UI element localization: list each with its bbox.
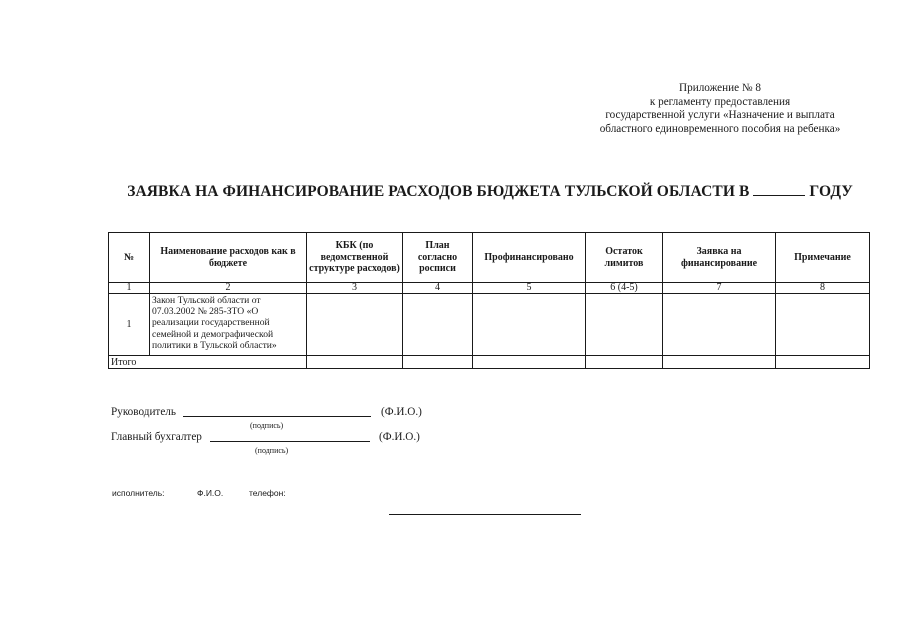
year-blank-line [753, 183, 805, 196]
title-text: ЗАЯВКА НА ФИНАНСИРОВАНИЕ РАСХОДОВ БЮДЖЕТА ТУЛЬСКОЙ ОБЛАСТИ В [127, 183, 750, 200]
row-note-cell [776, 294, 870, 356]
accountant-signature-line [210, 441, 370, 442]
total-remaining-cell [586, 356, 663, 369]
column-number: 5 [473, 283, 586, 294]
row-financed-cell [473, 294, 586, 356]
header-plan: План согласно росписи [403, 233, 473, 283]
column-number: 4 [403, 283, 473, 294]
total-note-cell [776, 356, 870, 369]
total-financed-cell [473, 356, 586, 369]
column-number-row [109, 283, 870, 294]
column-number: 8 [776, 283, 870, 294]
executor-label: исполнитель: [112, 488, 165, 498]
header-financed: Профинансировано [473, 233, 586, 283]
table-header-row [109, 233, 870, 283]
column-number: 7 [663, 283, 776, 294]
head-label: Руководитель [111, 406, 176, 418]
header-number: № [109, 233, 150, 283]
executor-fio-label: Ф.И.О. [197, 488, 224, 498]
accountant-label: Главный бухгалтер [111, 431, 202, 443]
header-remaining: Остаток лимитов [586, 233, 663, 283]
header-kbk: КБК (по ведомственной структуре расходов) [307, 233, 403, 283]
column-number: 6 (4-5) [586, 283, 663, 294]
total-label: Итого [109, 356, 307, 369]
financing-table [108, 232, 870, 369]
row-number: 1 [109, 294, 150, 356]
header-request: Заявка на финансирование [663, 233, 776, 283]
executor-phone-label: телефон: [249, 488, 286, 498]
appendix-line-3: государственной услуги «Назначение и выплата [605, 109, 835, 121]
accountant-signature-hint: (подпись) [255, 446, 289, 455]
row-remaining-cell [586, 294, 663, 356]
head-signature-hint: (подпись) [250, 421, 284, 430]
total-kbk-cell [307, 356, 403, 369]
table-row [109, 294, 870, 356]
total-request-cell [663, 356, 776, 369]
total-row [109, 356, 870, 369]
head-signature-line [183, 416, 371, 417]
title-year-word: ГОДУ [809, 183, 853, 200]
column-number: 2 [150, 283, 307, 294]
bottom-signature-line [389, 514, 581, 515]
document-title [0, 183, 899, 201]
appendix-line-4: областного единовременного пособия на ребенка» [599, 122, 841, 135]
row-kbk-cell [307, 294, 403, 356]
head-fio: (Ф.И.О.) [381, 406, 422, 418]
row-request-cell [663, 294, 776, 356]
column-number: 3 [307, 283, 403, 294]
column-number: 1 [109, 283, 150, 294]
row-plan-cell [403, 294, 473, 356]
appendix-line-2: к регламенту предоставления [649, 95, 791, 108]
appendix-note [560, 82, 880, 136]
appendix-line-1: Приложение № 8 [679, 82, 761, 94]
header-note: Примечание [776, 233, 870, 283]
row-name: Закон Тульской области от 07.03.2002 № 285-ЗТО «О реализации государственной семейной и демографической политики в Тульской области» [150, 294, 307, 356]
header-name: Наименование расходов как в бюджете [150, 233, 307, 283]
accountant-fio: (Ф.И.О.) [379, 431, 420, 443]
total-plan-cell [403, 356, 473, 369]
